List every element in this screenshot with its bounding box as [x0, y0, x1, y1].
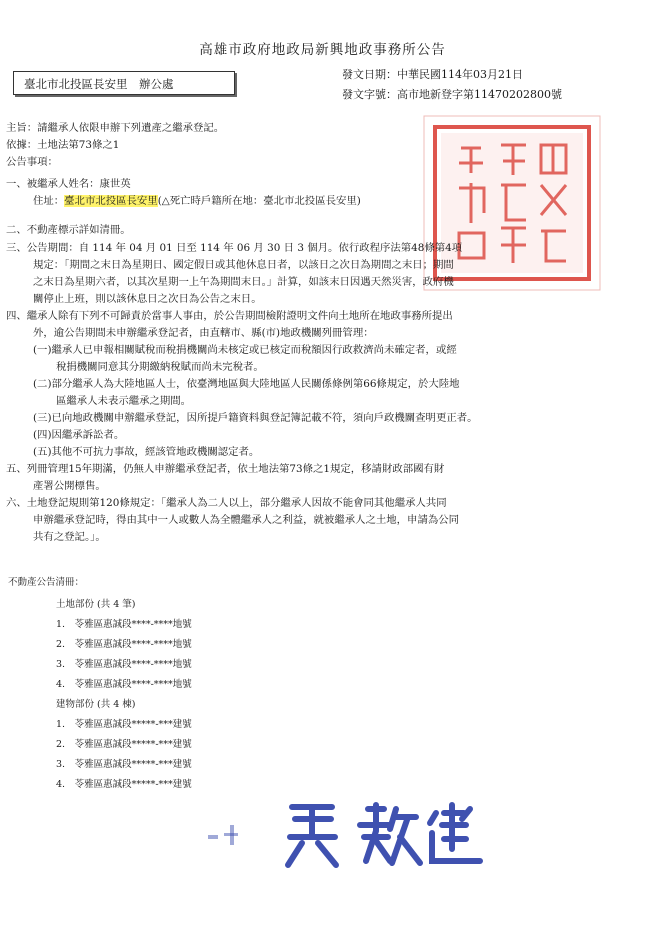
subject-line: 主旨：請繼承人依限申辦下列遺產之繼承登記。	[6, 122, 225, 134]
address-label: 住址：	[33, 195, 65, 207]
building-item: 1. 苓雅區惠誠段*****-***建號	[56, 719, 192, 730]
land-item: 3. 苓雅區惠誠段****-****地號	[56, 659, 192, 670]
recipient-text: 臺北市北投區長安里 辦公處	[24, 77, 174, 91]
address-highlighted: 臺北市北投區長安里	[64, 195, 158, 207]
item-2: 二、不動產標示詳如清冊。	[6, 224, 131, 236]
director-signature	[200, 795, 500, 875]
reference-number: 發文字號：高市地新登字第11470202800號	[342, 88, 562, 101]
item-4-sub-2b: 區繼承人未表示繼承之期間。	[56, 395, 192, 407]
item-3-line-1: 三、公告期間：自 114 年 04 月 01 日至 114 年 06 月 30 日 3 個月。依行政程序法第48條第4項	[6, 242, 463, 254]
document-title: 高雄市政府地政局新興地政事務所公告	[199, 42, 446, 58]
recipient-stamp	[13, 71, 235, 95]
item-4-sub-1a: (一)繼承人已申報相關賦稅而稅捐機關尚未核定或已核定而稅額因行政救濟尚未確定者，或經	[33, 344, 457, 356]
item-5-line-1: 五、列冊管理15年期滿，仍無人申辦繼承登記者，依土地法第73條之1規定，移請財政部國有財	[6, 463, 445, 475]
notice-heading: 公告事項：	[6, 156, 58, 168]
building-item: 4. 苓雅區惠誠段*****-***建號	[56, 779, 192, 790]
land-item: 2. 苓雅區惠誠段****-****地號	[56, 639, 192, 650]
building-item: 2. 苓雅區惠誠段*****-***建號	[56, 739, 192, 750]
item-4-sub-4: (四)因繼承訴訟者。	[33, 429, 125, 441]
land-item: 1. 苓雅區惠誠段****-****地號	[56, 619, 192, 630]
item-6-line-3: 共有之登記。」。	[33, 531, 106, 543]
inventory-heading: 不動產公告清冊：	[8, 577, 85, 588]
item-5-line-2: 產署公開標售。	[33, 480, 106, 492]
item-3-line-2: 規定：「期間之末日為星期日、國定假日或其他休息日者，以該日之次日為期間之末日；期間	[33, 259, 454, 271]
item-4-line-1: 四、繼承人除有下列不可歸責於當事人事由，於公告期間檢附證明文件向土地所在地政事務所提出	[6, 310, 453, 322]
item-6-line-1: 六、土地登記規則第120條規定：「繼承人為二人以上，部分繼承人因故不能會同其他繼承人共同	[6, 497, 447, 509]
basis-line: 依據：土地法第73條之1	[6, 139, 120, 151]
item-3-line-4: 關停止上班，則以該休息日之次日為公告之末日。	[33, 293, 262, 305]
decedent-name: 一、被繼承人姓名：康世英	[6, 178, 131, 190]
land-heading: 土地部份 (共 4 筆)	[56, 599, 136, 610]
item-4-line-2: 外，逾公告期間未申辦繼承登記者，由直轄市、縣(市)地政機關列冊管理：	[33, 327, 374, 339]
decedent-address	[33, 195, 361, 208]
building-item: 3. 苓雅區惠誠段*****-***建號	[56, 759, 192, 770]
address-note: (△死亡時戶籍所在地：臺北市北投區長安里)	[157, 195, 361, 207]
issue-date: 發文日期：中華民國114年03月21日	[342, 68, 523, 81]
land-item: 4. 苓雅區惠誠段****-****地號	[56, 679, 192, 690]
item-4-sub-5: (五)其他不可抗力事故，經該管地政機關認定者。	[33, 446, 260, 458]
item-3-line-3: 之末日為星期六者，以其次星期一上午為期間末日。」計算，如該末日因遇天然災害，政府機	[33, 276, 454, 288]
item-4-sub-1b: 稅捐機關同意其分期繳納稅賦而尚未完稅者。	[56, 361, 264, 373]
item-4-sub-2a: (二)部分繼承人為大陸地區人士，依臺灣地區與大陸地區人民關係條例第66條規定，於大陸地	[33, 378, 460, 390]
item-6-line-2: 申辦繼承登記時，得由其中一人或數人為全體繼承人之利益，就被繼承人之土地，申請為公同	[33, 514, 460, 526]
building-heading: 建物部份 (共 4 棟)	[56, 699, 136, 710]
item-4-sub-3: (三)已向地政機關申辦繼承登記，因所提戶籍資料與登記簿記載不符，須向戶政機關查明更正者。	[33, 412, 478, 424]
